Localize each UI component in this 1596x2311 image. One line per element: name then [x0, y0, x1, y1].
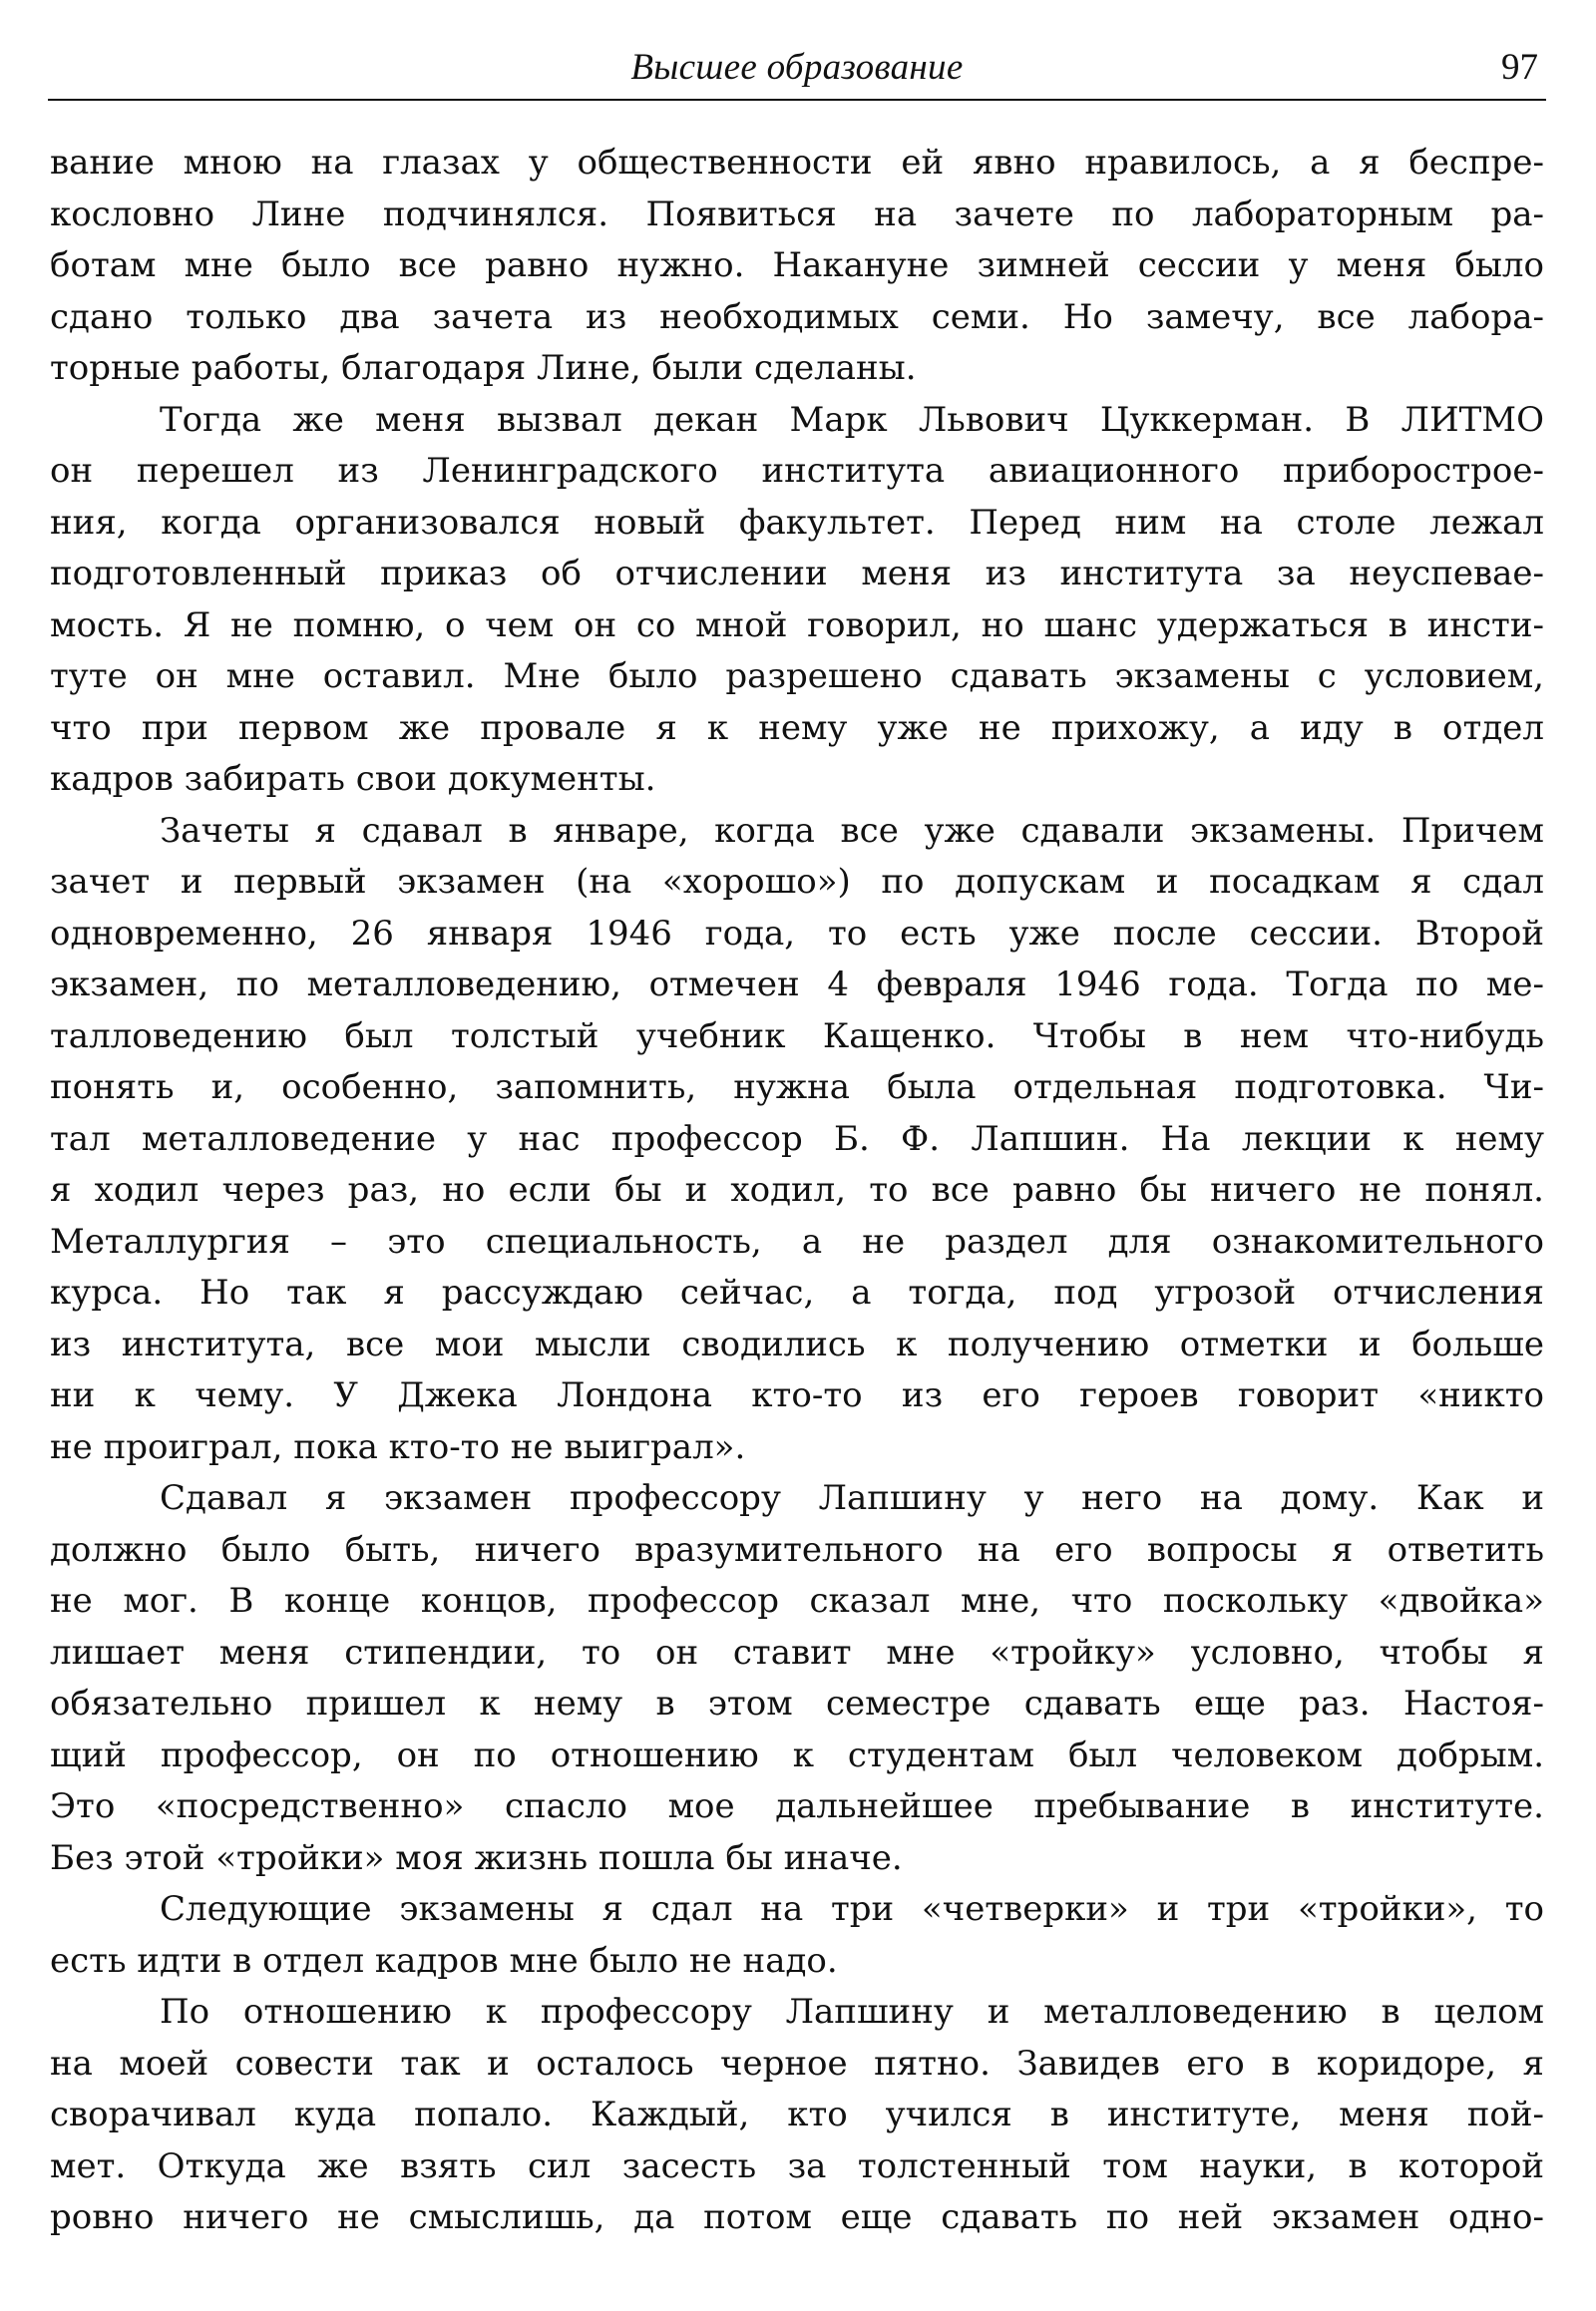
- paragraph-4: [50, 1473, 1544, 1884]
- text-line: Без этой «тройки» моя жизнь пошла бы иначе.: [50, 1837, 903, 1878]
- body-text: [50, 138, 1544, 2244]
- text-line: торные работы, благодаря Лине, были сделаны.: [50, 348, 917, 388]
- text-line: Следующие экзамены я сдал на три «четверки» и три «тройки», то: [160, 1889, 1544, 1929]
- running-title: Высшее образование: [630, 47, 964, 88]
- text-line: из института, все мои мысли сводились к получению отметки и больше: [50, 1324, 1544, 1364]
- page-number: 97: [1501, 47, 1538, 88]
- text-line: он перешел из Ленинградского института авиационного приборострое-: [50, 451, 1544, 491]
- text-line: мет. Откуда же взять сил засесть за толстенный том науки, в которой: [50, 2145, 1544, 2186]
- text-line: сворачивал куда попало. Каждый, кто учился в институте, меня пой-: [50, 2095, 1544, 2134]
- text-line: что при первом же провале я к нему уже не прихожу, а иду в отдел: [50, 707, 1544, 748]
- paragraph-2: [50, 395, 1544, 806]
- text-line: кословно Лине подчинялся. Появиться на зачете по лабораторным ра-: [50, 193, 1544, 234]
- text-line: обязательно пришел к нему в этом семестре сдавать еще раз. Настоя-: [50, 1684, 1544, 1724]
- text-line: По отношению к профессору Лапшину и металловедению в целом: [160, 1992, 1544, 2032]
- text-line: я ходил через раз, но если бы и ходил, то все равно бы ничего не понял.: [50, 1170, 1544, 1210]
- text-line: ровно ничего не смыслишь, да потом еще сдавать по ней экзамен одно-: [50, 2197, 1544, 2237]
- text-line: Зачеты я сдавал в январе, когда все уже сдавали экзамены. Причем: [160, 810, 1544, 851]
- text-line: должно было быть, ничего вразумительного на его вопросы я ответить: [50, 1529, 1544, 1570]
- paragraph-5: [50, 1884, 1544, 1987]
- header-rule: [48, 99, 1546, 101]
- text-line: Металлургия – это специальность, а не раздел для ознакомительного: [50, 1221, 1544, 1262]
- text-line: Это «посредственно» спасло мое дальнейшее пребывание в институте.: [50, 1786, 1544, 1826]
- text-line: зачет и первый экзамен (на «хорошо») по допускам и посадкам я сдал: [50, 862, 1544, 902]
- text-line: понять и, особенно, запомнить, нужна была отдельная подготовка. Чи-: [50, 1067, 1544, 1107]
- text-line: кадров забирать свои документы.: [50, 759, 656, 799]
- text-line: тал металловедение у нас профессор Б. Ф. Лапшин. На лекции к нему: [50, 1118, 1544, 1159]
- text-line: на моей совести так и осталось черное пятно. Завидев его в коридоре, я: [50, 2043, 1544, 2084]
- text-line: курса. Но так я рассуждаю сейчас, а тогда, под угрозой отчисления: [50, 1273, 1544, 1313]
- text-line: Тогда же меня вызвал декан Марк Львович Цуккерман. В ЛИТМО: [160, 399, 1544, 440]
- text-line: одновременно, 26 января 1946 года, то есть уже после сессии. Второй: [50, 913, 1544, 954]
- paragraph-1: [50, 138, 1544, 395]
- text-line: щий профессор, он по отношению к студентам был человеком добрым.: [50, 1734, 1544, 1775]
- text-line: есть идти в отдел кадров мне было не надо.: [50, 1940, 838, 1981]
- text-line: талловедению был толстый учебник Кащенко. Чтобы в нем что-нибудь: [50, 1015, 1544, 1056]
- text-line: экзамен, по металловедению, отмечен 4 февраля 1946 года. Тогда по ме-: [50, 964, 1544, 1004]
- text-line: подготовленный приказ об отчислении меня из института за неуспевае-: [50, 554, 1544, 593]
- text-line: туте он мне оставил. Мне было разрешено сдавать экзамены с условием,: [50, 656, 1544, 696]
- text-line: ни к чему. У Джека Лондона кто-то из его героев говорит «никто: [50, 1375, 1544, 1415]
- text-line: мость. Я не помню, о чем он со мной говорил, но шанс удержаться в инсти-: [50, 604, 1544, 645]
- text-line: не проиграл, пока кто-то не выиграл».: [50, 1426, 746, 1467]
- paragraph-3: [50, 806, 1544, 1474]
- text-line: вание мною на глазах у общественности ей явно нравилось, а я беспре-: [50, 143, 1544, 183]
- text-line: сдано только два зачета из необходимых семи. Но замечу, все лабора-: [50, 296, 1544, 337]
- text-line: не мог. В конце концов, профессор сказал мне, что поскольку «двойка»: [50, 1581, 1544, 1621]
- paragraph-6: [50, 1987, 1544, 2244]
- text-line: лишает меня стипендии, то он ставит мне «тройку» условно, чтобы я: [50, 1632, 1544, 1673]
- text-line: Сдавал я экзамен профессору Лапшину у него на дому. Как и: [160, 1478, 1544, 1518]
- running-header: [48, 44, 1546, 100]
- text-line: ния, когда организовался новый факультет. Перед ним на столе лежал: [50, 502, 1544, 543]
- text-line: ботам мне было все равно нужно. Накануне зимней сессии у меня было: [50, 245, 1544, 285]
